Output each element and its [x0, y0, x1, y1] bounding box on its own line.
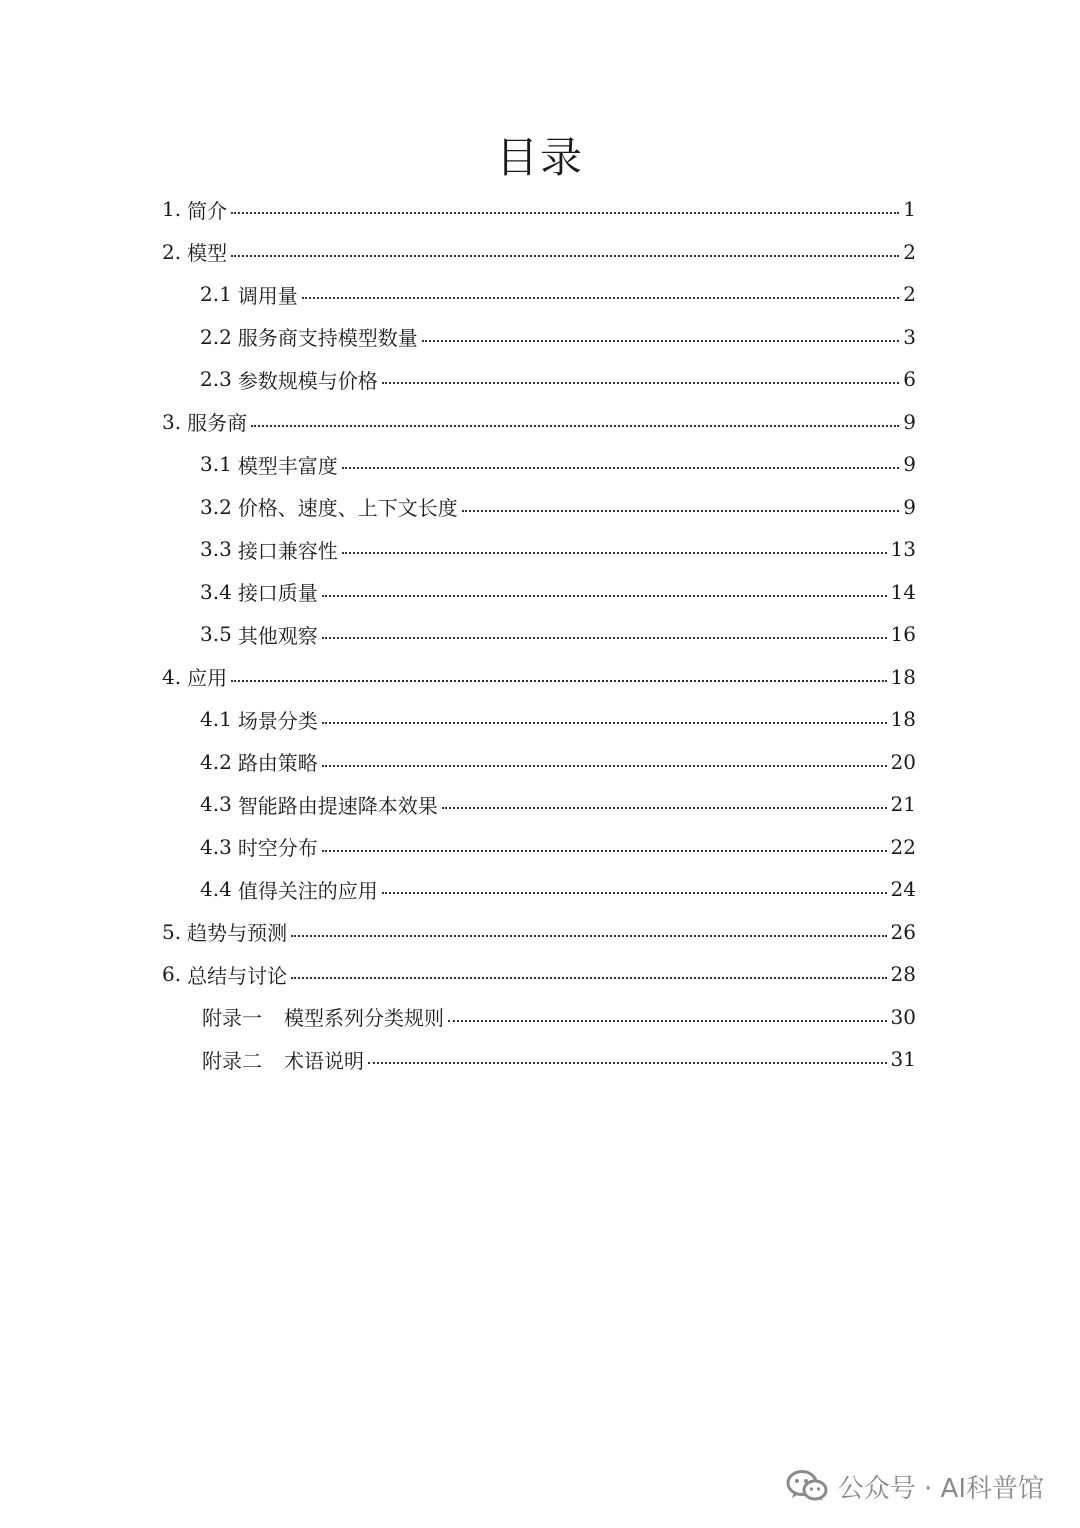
toc-entry[interactable] [202, 1038, 916, 1080]
toc-entry-label: 模型系列分类规则 [284, 1006, 444, 1030]
toc-entry-number: 3.4 [200, 579, 232, 604]
toc-entry-label: 接口质量 [237, 581, 318, 605]
toc-entry[interactable] [200, 273, 916, 315]
toc-entry[interactable] [200, 443, 916, 485]
toc-entry[interactable] [200, 486, 916, 528]
toc-leader-dots [251, 425, 899, 427]
toc-entry-page: 14 [890, 579, 916, 604]
toc-entry-label: 场景分类 [237, 708, 318, 733]
toc-entry-label: 服务商支持模型数量 [237, 326, 418, 350]
toc-entry-number: 3.5 [200, 622, 232, 646]
toc-entry-number: 4.4 [200, 877, 232, 901]
toc-leader-dots [231, 212, 899, 214]
toc-entry-label: 趋势与预测 [187, 921, 288, 945]
wechat-icon [786, 1469, 828, 1503]
toc-leader-dots [462, 510, 899, 512]
toc-entry[interactable] [200, 783, 916, 825]
toc-entry-page: 18 [890, 707, 916, 731]
toc-entry[interactable] [200, 868, 916, 910]
toc-leader-dots [422, 340, 899, 342]
toc-leader-dots [382, 892, 887, 894]
toc-leader-dots [322, 595, 887, 597]
toc-leader-dots [291, 935, 886, 937]
toc-entry-number: 5. [162, 919, 182, 944]
toc-entry-number: 2.3 [200, 367, 232, 391]
toc-entry[interactable] [200, 571, 916, 613]
toc-entry[interactable] [200, 741, 916, 783]
watermark [786, 1466, 1044, 1506]
toc-leader-dots [382, 382, 899, 384]
toc-entry-page: 2 [903, 282, 916, 306]
toc-entry-number: 2.2 [200, 324, 232, 349]
toc-entry-page: 1 [903, 197, 916, 221]
toc-entry[interactable] [162, 656, 916, 698]
toc-entry-number: 4.2 [200, 749, 232, 774]
toc-entry-label: 模型 [187, 241, 228, 265]
toc-entry-number: 4.1 [200, 707, 232, 731]
toc-leader-dots [342, 467, 899, 469]
toc-entry-page: 2 [903, 239, 916, 264]
toc-entry-label: 值得关注的应用 [237, 878, 378, 903]
toc-entry-page: 13 [890, 537, 916, 561]
toc-entry-label: 价格、速度、上下文长度 [237, 496, 458, 520]
toc-entry-page: 9 [903, 452, 916, 476]
toc-entry-number: 3. [162, 409, 182, 434]
toc-entry-label: 术语说明 [284, 1048, 364, 1073]
toc-leader-dots [322, 637, 887, 639]
toc-leader-dots [322, 722, 887, 724]
toc-leader-dots [448, 1020, 887, 1022]
toc-entry-label: 应用 [187, 666, 228, 690]
toc-entry[interactable] [162, 911, 916, 953]
toc-entry-label: 模型丰富度 [237, 453, 338, 478]
toc-entry-label: 调用量 [237, 283, 298, 308]
toc-leader-dots [302, 297, 899, 299]
toc-entry[interactable] [162, 188, 916, 230]
toc-leader-dots [442, 807, 887, 809]
toc-entry[interactable] [162, 401, 916, 443]
toc-entry-number: 3.2 [200, 494, 232, 519]
toc-entry-number: 3.1 [200, 452, 232, 476]
toc-leader-dots [291, 977, 886, 979]
toc-entry-label: 服务商 [187, 411, 248, 435]
toc-entry-label: 智能路由提速降本效果 [237, 793, 438, 818]
toc-entry-page: 3 [903, 324, 916, 349]
toc-entry-page: 20 [890, 749, 916, 774]
toc-entry[interactable] [200, 316, 916, 358]
toc-entry-label: 时空分布 [237, 836, 318, 860]
page-title: 目录 [495, 133, 584, 182]
toc-entry-number: 4.3 [200, 834, 232, 859]
toc-leader-dots [322, 850, 887, 852]
toc-entry-page: 26 [890, 919, 916, 944]
toc-entry-number: 2. [162, 239, 182, 264]
toc-entry-page: 16 [890, 622, 916, 646]
toc-entry-page: 31 [890, 1047, 916, 1071]
toc-entry-number: 4. [162, 664, 182, 689]
toc-entry-number: 附录二 [202, 1048, 262, 1073]
toc-leader-dots [342, 552, 887, 554]
toc-entry-page: 18 [890, 664, 916, 689]
toc-entry-label: 总结与讨论 [187, 963, 288, 988]
toc-entry-page: 9 [903, 409, 916, 434]
toc-entry[interactable] [200, 826, 916, 868]
toc-entry[interactable] [200, 358, 916, 400]
toc-entry-page: 22 [890, 834, 916, 859]
toc-entry-number: 2.1 [200, 282, 232, 306]
toc-entry-number: 4.3 [200, 792, 232, 816]
toc-leader-dots [322, 765, 887, 767]
toc-entry-page: 28 [890, 962, 916, 986]
toc-entry-page: 21 [890, 792, 916, 816]
watermark-text: 公众号 · AI科普馆 [837, 1473, 1044, 1504]
toc-entry-number: 3.3 [200, 537, 232, 561]
toc-entry-number: 6. [162, 962, 182, 986]
toc-entry-label: 简介 [187, 198, 228, 223]
toc-entry[interactable] [162, 231, 916, 273]
toc-entry-page: 6 [903, 367, 916, 391]
toc-entry-label: 接口兼容性 [237, 538, 338, 563]
toc-entry-number: 附录一 [202, 1006, 262, 1030]
toc-leader-dots [231, 255, 899, 257]
toc-entry[interactable] [202, 996, 916, 1038]
toc-leader-dots [368, 1062, 887, 1064]
toc-entry-page: 24 [890, 877, 916, 901]
toc-entry[interactable] [200, 613, 916, 655]
toc-entry-label: 其他观察 [237, 623, 318, 648]
toc-entry[interactable] [200, 528, 916, 570]
toc-leader-dots [231, 680, 886, 682]
toc-entry-label: 路由策略 [237, 751, 318, 775]
toc-entry-page: 30 [890, 1004, 916, 1029]
toc-entry-number: 1. [162, 197, 182, 221]
toc-entry[interactable] [200, 698, 916, 740]
toc-entry[interactable] [162, 953, 916, 995]
toc-entry-label: 参数规模与价格 [237, 368, 378, 393]
toc-entry-page: 9 [903, 494, 916, 519]
